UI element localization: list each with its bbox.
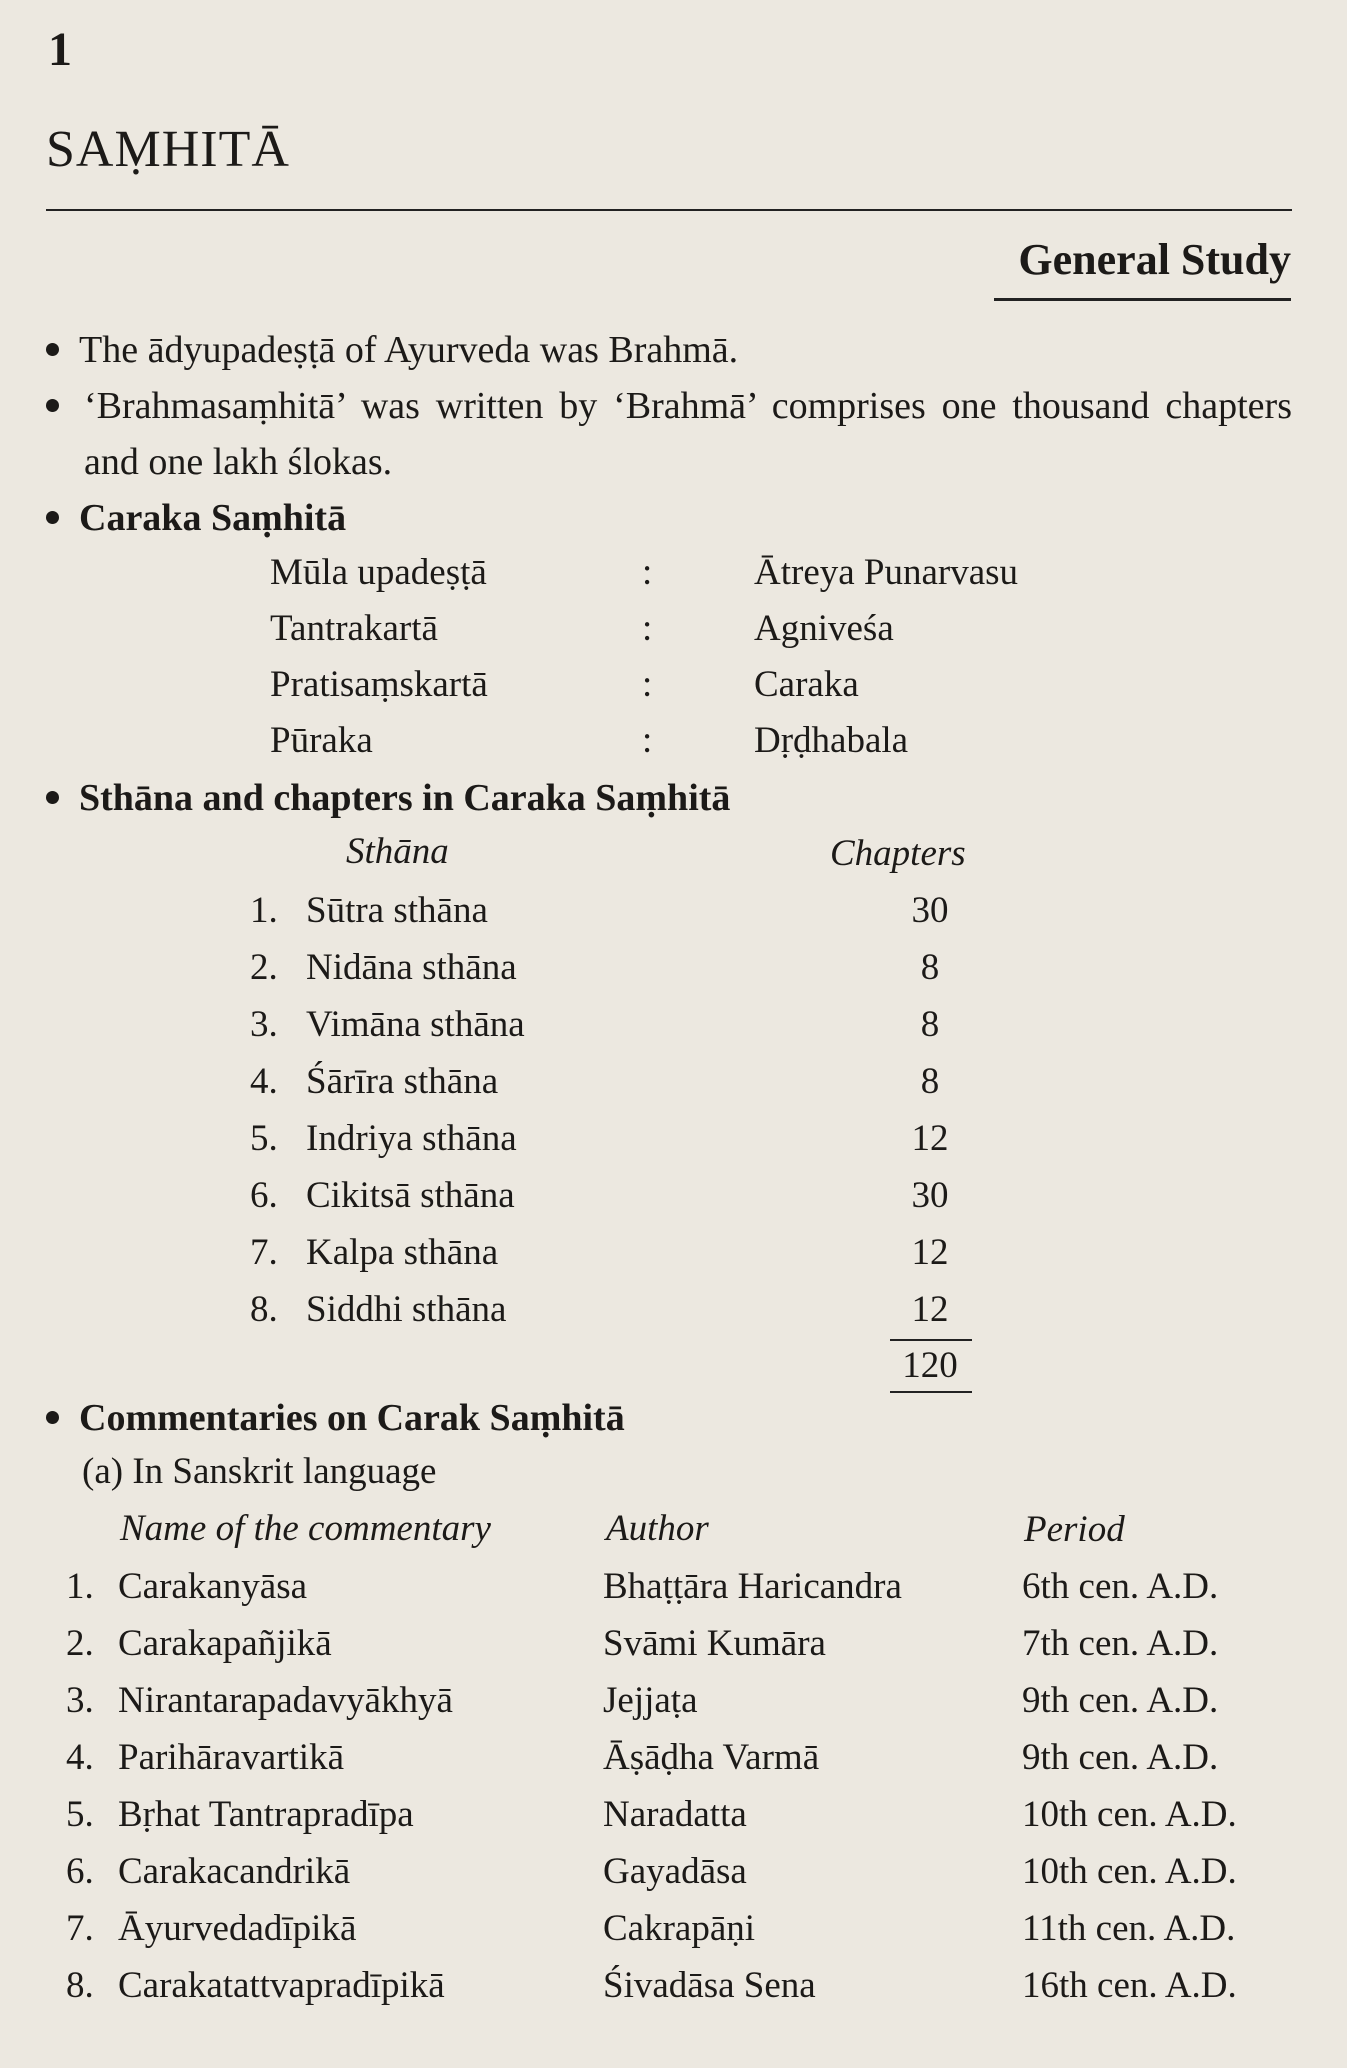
- commentary-name: Carakanyāsa: [118, 1566, 308, 1607]
- sthana-num: 7.: [250, 1232, 278, 1273]
- title-rule: [46, 209, 1292, 211]
- commentary-author: Śivadāsa Sena: [603, 1965, 816, 2006]
- col-header-chapters: Chapters: [830, 833, 966, 874]
- sthana-row: [0, 1060, 1347, 1116]
- sthana-num: 4.: [250, 1061, 278, 1102]
- sthana-row: [0, 889, 1347, 945]
- commentary-period: 10th cen. A.D.: [1022, 1794, 1237, 1835]
- role-row: [0, 601, 1347, 657]
- commentary-period: 9th cen. A.D.: [1022, 1737, 1219, 1778]
- commentary-author: Cakrapāṇi: [603, 1908, 756, 1949]
- sthana-name: Śārīra sthāna: [306, 1061, 499, 1102]
- commentary-row: [0, 1793, 1347, 1849]
- commentary-author: Svāmi Kumāra: [603, 1623, 826, 1664]
- commentary-period: 7th cen. A.D.: [1022, 1623, 1219, 1664]
- chapter-title: SAṂHITĀ: [46, 121, 290, 178]
- role-value: Ātreya Punarvasu: [754, 552, 1019, 593]
- sthana-chapters: 30: [911, 890, 949, 931]
- commentary-num: 7.: [66, 1908, 94, 1949]
- bullet-icon: [46, 343, 59, 356]
- intro-bullet-2: [46, 378, 1292, 490]
- commentary-period: 9th cen. A.D.: [1022, 1680, 1219, 1721]
- sum-line-top: [890, 1339, 972, 1341]
- commentary-author: Jejjaṭa: [603, 1680, 698, 1721]
- sthana-chapters: 8: [920, 1004, 940, 1045]
- role-sep: :: [642, 720, 653, 761]
- sthana-name: Sūtra sthāna: [306, 890, 488, 931]
- sthana-chapters: 8: [920, 1061, 940, 1102]
- commentaries-heading-text: Commentaries on Carak Saṃhitā: [79, 1397, 625, 1439]
- sthana-row: [0, 1288, 1347, 1344]
- commentary-row: [0, 1850, 1347, 1906]
- role-key: Pratisaṃskartā: [270, 664, 488, 705]
- sthana-heading-text: Sthāna and chapters in Caraka Saṃhitā: [79, 777, 731, 819]
- role-key: Tantrakartā: [270, 608, 438, 649]
- commentary-name: Carakatattvapradīpikā: [118, 1965, 445, 2006]
- sthana-name: Vimāna sthāna: [306, 1004, 525, 1045]
- commentary-row: [0, 1736, 1347, 1792]
- bullet-icon: [46, 1411, 59, 1424]
- sthana-num: 6.: [250, 1175, 278, 1216]
- sthana-num: 1.: [250, 890, 278, 931]
- commentary-period: 16th cen. A.D.: [1022, 1965, 1237, 2006]
- commentary-row: [0, 1907, 1347, 1963]
- commentary-period: 10th cen. A.D.: [1022, 1851, 1237, 1892]
- commentary-num: 3.: [66, 1680, 94, 1721]
- intro-bullet-2-text: ‘Brahmasaṃhitā’ was written by ‘Brahmā’ comprises one thousand chapters and one lakh ślokas.: [84, 385, 1292, 483]
- commentary-author: Āṣāḍha Varmā: [603, 1737, 820, 1778]
- role-row: [0, 657, 1347, 713]
- col-header-commentary: Name of the commentary: [120, 1508, 491, 1549]
- commentary-author: Naradatta: [603, 1794, 747, 1835]
- sthana-name: Indriya sthāna: [306, 1118, 517, 1159]
- sthana-row: [0, 1003, 1347, 1059]
- commentary-num: 6.: [66, 1851, 94, 1892]
- bullet-icon: [46, 511, 59, 524]
- sum-line-bottom: [890, 1391, 972, 1393]
- role-value: Dṛḍhabala: [754, 720, 909, 761]
- sthana-num: 8.: [250, 1289, 278, 1330]
- role-row: [0, 713, 1347, 769]
- chapter-number: 1: [48, 23, 72, 76]
- commentary-num: 8.: [66, 1965, 94, 2006]
- sthana-chapters: 8: [920, 947, 940, 988]
- bullet-icon: [46, 791, 59, 804]
- sthana-name: Cikitsā sthāna: [306, 1175, 515, 1216]
- role-key: Mūla upadeṣṭā: [270, 552, 487, 593]
- intro-bullet-1: [46, 322, 738, 378]
- col-header-author: Author: [606, 1508, 709, 1549]
- commentary-author: Gayadāsa: [603, 1851, 747, 1892]
- caraka-heading-text: Caraka Saṃhitā: [79, 497, 347, 539]
- commentaries-heading: [46, 1390, 625, 1446]
- col-header-period: Period: [1024, 1509, 1125, 1550]
- sthana-chapters: 12: [911, 1118, 949, 1159]
- sthana-row: [0, 1117, 1347, 1173]
- commentary-name: Parihāravartikā: [118, 1737, 344, 1778]
- sthana-num: 5.: [250, 1118, 278, 1159]
- commentary-row: [0, 1565, 1347, 1621]
- sthana-name: Nidāna sthāna: [306, 947, 517, 988]
- commentary-period: 11th cen. A.D.: [1022, 1908, 1236, 1949]
- col-header-sthana: Sthāna: [346, 831, 449, 872]
- role-sep: :: [642, 608, 653, 649]
- sthana-chapters: 12: [911, 1289, 949, 1330]
- caraka-heading: [46, 490, 346, 546]
- role-key: Pūraka: [270, 720, 373, 761]
- commentary-name: Āyurvedadīpikā: [118, 1908, 357, 1949]
- role-row: [0, 545, 1347, 601]
- commentary-row: [0, 1964, 1347, 2020]
- role-sep: :: [642, 552, 653, 593]
- commentary-name: Bṛhat Tantrapradīpa: [118, 1794, 414, 1835]
- intro-bullet-1-text: The ādyupadeṣṭā of Ayurveda was Brahmā.: [79, 329, 739, 371]
- commentary-num: 4.: [66, 1737, 94, 1778]
- commentary-num: 5.: [66, 1794, 94, 1835]
- role-value: Agniveśa: [754, 608, 894, 649]
- commentary-row: [0, 1679, 1347, 1735]
- commentary-name: Carakacandrikā: [118, 1851, 351, 1892]
- sthana-row: [0, 946, 1347, 1002]
- bullet-icon: [46, 399, 59, 412]
- role-value: Caraka: [754, 664, 859, 705]
- sthana-name: Kalpa sthāna: [306, 1232, 499, 1273]
- sthana-name: Siddhi sthāna: [306, 1289, 507, 1330]
- sthana-row: [0, 1174, 1347, 1230]
- sthana-heading: [46, 770, 730, 826]
- sthana-row: [0, 1231, 1347, 1287]
- role-sep: :: [642, 664, 653, 705]
- sthana-num: 3.: [250, 1004, 278, 1045]
- commentary-author: Bhaṭṭāra Haricandra: [603, 1566, 902, 1607]
- commentary-num: 1.: [66, 1566, 94, 1607]
- commentary-num: 2.: [66, 1623, 94, 1664]
- commentary-name: Carakapañjikā: [118, 1623, 332, 1664]
- sthana-total: 120: [902, 1345, 958, 1386]
- commentary-name: Nirantarapadavyākhyā: [118, 1680, 453, 1721]
- section-title: General Study: [1018, 235, 1291, 284]
- sthana-num: 2.: [250, 947, 278, 988]
- commentary-period: 6th cen. A.D.: [1022, 1566, 1219, 1607]
- sthana-chapters: 12: [911, 1232, 949, 1273]
- section-title-underline: [994, 298, 1291, 301]
- commentary-row: [0, 1622, 1347, 1678]
- commentaries-subheading: (a) In Sanskrit language: [82, 1451, 437, 1492]
- sthana-chapters: 30: [911, 1175, 949, 1216]
